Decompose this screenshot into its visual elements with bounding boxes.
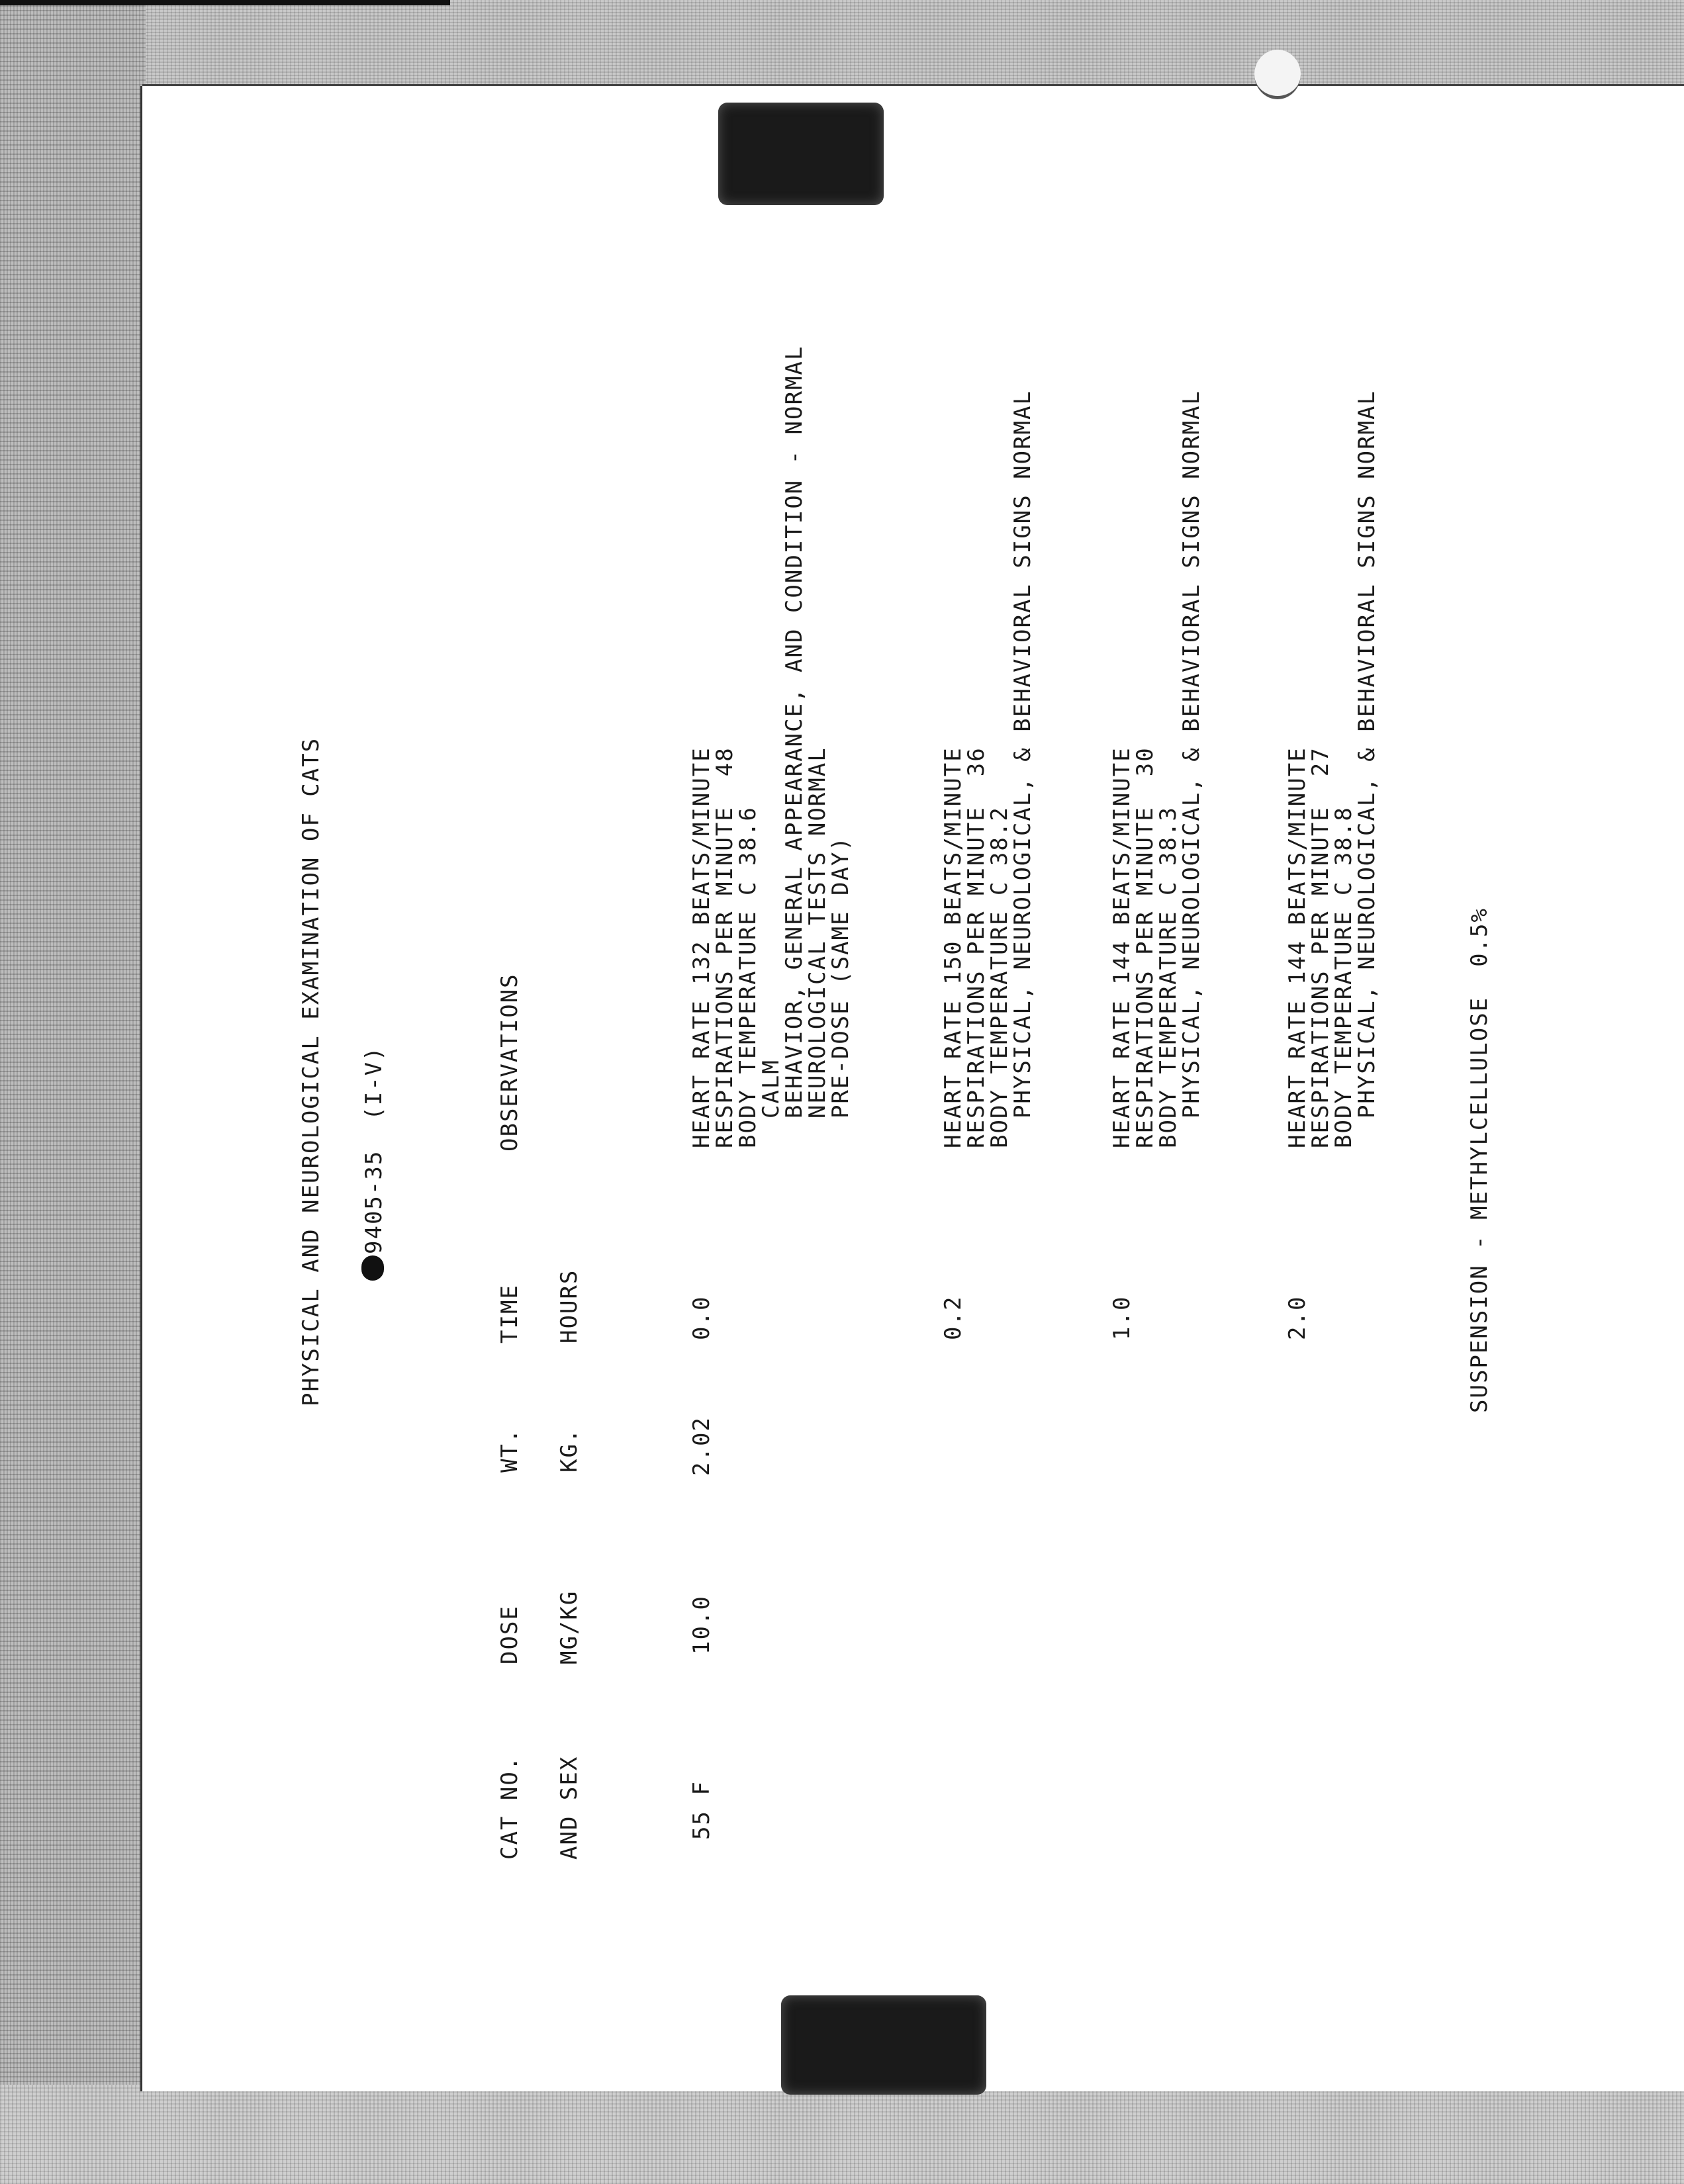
observation-line: HEART RATE 150 BEATS/MINUTE [940, 747, 966, 1148]
observation-line: PRE-DOSE (SAME DAY) [827, 836, 854, 1148]
observation-line: CALM [758, 1059, 784, 1148]
observation-line: BEHAVIOR, GENERAL APPEARANCE, AND CONDITION - NORMAL [781, 345, 808, 1148]
study-id: 9405-35 [361, 1150, 387, 1254]
cat-number-sex: 55 F [688, 1780, 715, 1840]
observation-line: BODY TEMPERATURE C 38.8 [1331, 806, 1357, 1148]
observation-line: BODY TEMPERATURE C 38.6 [735, 806, 761, 1148]
time-value: 2.0 [1284, 1295, 1311, 1340]
header-observations: OBSERVATIONS [496, 973, 523, 1152]
observation-line: PHYSICAL, NEUROLOGICAL, & BEHAVIORAL SIGNS NORMAL [1354, 390, 1380, 1148]
study-reference [361, 1046, 387, 1281]
header-sex: AND SEX [556, 1755, 583, 1860]
page-title: PHYSICAL AND NEUROLOGICAL EXAMINATION OF CATS [298, 737, 324, 1406]
time-value: 1.0 [1109, 1295, 1135, 1340]
observation-line: HEART RATE 132 BEATS/MINUTE [688, 747, 715, 1148]
header-weight-unit: KG. [556, 1428, 583, 1473]
time-value: 0.0 [688, 1295, 715, 1340]
weight-value: 2.02 [688, 1416, 715, 1476]
redaction-dot [361, 1255, 384, 1281]
observation-line: RESPIRATIONS PER MINUTE 30 [1132, 747, 1158, 1148]
study-suffix: (I-V) [361, 1046, 387, 1120]
header-time-unit: HOURS [556, 1269, 583, 1343]
observation-line: HEART RATE 144 BEATS/MINUTE [1109, 747, 1135, 1148]
header-time: TIME [496, 1284, 523, 1343]
dose-value: 10.0 [688, 1595, 715, 1655]
header-cat-no: CAT NO. [496, 1755, 523, 1860]
header-weight: WT. [496, 1428, 523, 1473]
observation-line: RESPIRATIONS PER MINUTE 36 [963, 747, 990, 1148]
header-dose-unit: MG/KG [556, 1590, 583, 1664]
observation-line: HEART RATE 144 BEATS/MINUTE [1284, 747, 1311, 1148]
observation-line: BODY TEMPERATURE C 38.2 [986, 806, 1013, 1148]
observation-line: BODY TEMPERATURE C 38.3 [1155, 806, 1182, 1148]
time-value: 0.2 [940, 1295, 966, 1340]
observation-line: NEUROLOGICAL TESTS NORMAL [804, 747, 831, 1148]
observation-line: PHYSICAL, NEUROLOGICAL, & BEHAVIORAL SIGNS NORMAL [1009, 390, 1036, 1148]
header-dose: DOSE [496, 1605, 523, 1664]
observation-line: RESPIRATIONS PER MINUTE 27 [1307, 747, 1334, 1148]
suspension-note: SUSPENSION - METHYLCELLULOSE 0.5% [1466, 907, 1493, 1413]
observation-line: RESPIRATIONS PER MINUTE 48 [712, 747, 738, 1148]
observation-line: PHYSICAL, NEUROLOGICAL, & BEHAVIORAL SIGNS NORMAL [1178, 390, 1205, 1148]
